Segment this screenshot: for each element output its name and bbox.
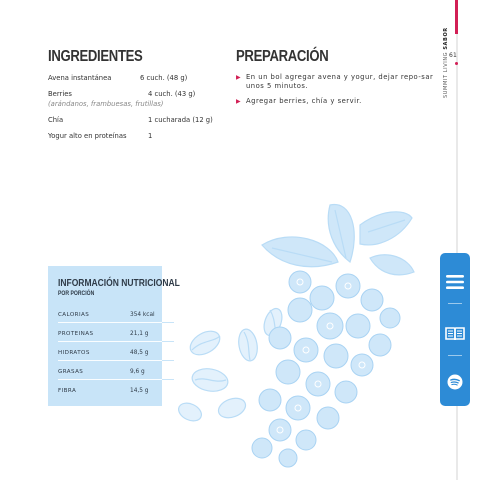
book-icon: [445, 326, 465, 342]
nutrition-label: HIDRATOS: [58, 350, 90, 356]
preparation-step-text: Agregar berries, chía y servir.: [246, 97, 362, 105]
vertical-brand: [443, 27, 449, 98]
ingredient-qty: 1: [148, 132, 153, 140]
preparation-title: PREPARACIÓN: [236, 48, 329, 65]
page-number: 61: [449, 52, 458, 59]
ingredient-name: Yogur alto en proteínas: [48, 132, 127, 140]
side-toolbar: [440, 253, 470, 406]
spotify-button[interactable]: [440, 367, 470, 397]
ingredient-qty: 6 cuch. (48 g): [140, 74, 188, 82]
ingredient-name: Chía: [48, 116, 64, 124]
bullet-arrow-icon: ▶: [236, 74, 242, 81]
menu-icon: [446, 275, 464, 289]
bullet-arrow-icon: ▶: [236, 98, 242, 105]
nutrition-subtitle: POR PORCIÓN: [58, 291, 95, 297]
berries-note: (arándanos, frambuesas, frutillas): [48, 100, 164, 108]
nutrition-value: 48,5 g: [130, 350, 149, 356]
brand-bold: SABOR: [443, 27, 449, 50]
preparation-step: [236, 73, 442, 91]
ingredient-name: Berries: [48, 90, 72, 98]
ingredient-name: Avena instantánea: [48, 74, 112, 82]
nutrition-value: 21,1 g: [130, 331, 149, 337]
nutrition-title: INFORMACIÓN NUTRICIONAL: [58, 278, 180, 289]
nutrition-label: FIBRA: [58, 388, 77, 394]
preparation-step-text: En un bol agregar avena y yogur, dejar repo-sar unos 5 minutos.: [246, 73, 434, 90]
nutrition-info-box: [48, 266, 180, 406]
brand-light: SUMMIT LIVING: [443, 51, 449, 98]
menu-button[interactable]: [440, 267, 470, 297]
preparation-step: [236, 97, 442, 106]
nutrition-value: 14,5 g: [130, 388, 149, 394]
contents-button[interactable]: [440, 319, 470, 349]
nutrition-label: CALORIAS: [58, 312, 90, 318]
toolbar-separator: [448, 355, 462, 356]
nutrition-label: PROTEINAS: [58, 331, 94, 337]
nutrition-line-extensions: [162, 266, 182, 406]
ingredients-title: INGREDIENTES: [48, 48, 143, 65]
toolbar-separator: [448, 303, 462, 304]
nutrition-value: 9,6 g: [130, 369, 145, 375]
ingredient-qty: 1 cucharada (12 g): [148, 116, 213, 124]
page-edge-rule: [456, 0, 458, 480]
nutrition-value: 354 kcal: [130, 312, 155, 318]
spotify-icon: [447, 374, 463, 390]
page-accent-bar: [455, 0, 458, 34]
nutrition-label: GRASAS: [58, 369, 84, 375]
ingredient-qty: 4 cuch. (43 g): [148, 90, 196, 98]
brand-dot: [455, 62, 458, 65]
